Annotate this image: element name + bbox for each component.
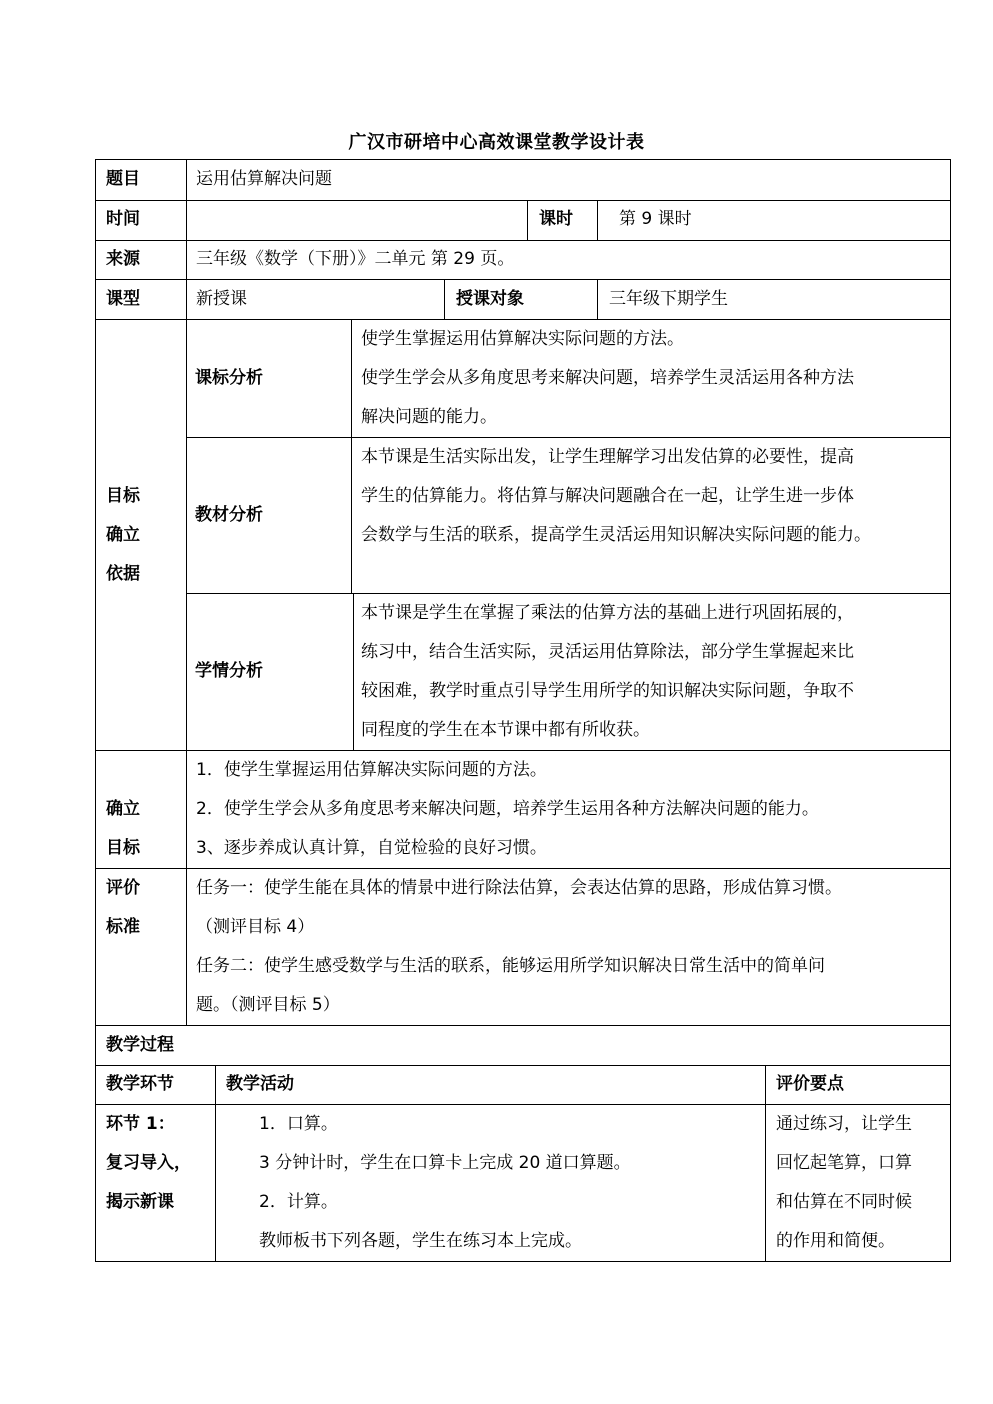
goal-item: 2．使学生学会从多角度思考来解决问题，培养学生运用各种方法解决问题的能力。 <box>196 799 819 819</box>
process-label: 教学过程 <box>106 1035 174 1055</box>
topic-value: 运用估算解决问题 <box>196 169 332 189</box>
document-title: 广汉市研培中心高效课堂教学设计表 <box>348 132 645 153</box>
list-item: 教师板书下列各题，学生在练习本上完成。 <box>259 1231 582 1251</box>
list-item: 2．计算。 <box>259 1192 338 1212</box>
textbook-text: 本节课是生活实际出发，让学生理解学习出发估算的必要性，提高 学生的估算能力。将估算与解决问题融合在一起，让学生进一步体 会数学与生活的联系，提高学生灵活运用知识解决实际问题的能力。 <box>361 447 871 545</box>
lesson-type-value: 新授课 <box>196 289 247 309</box>
topic-label: 题目 <box>106 169 140 189</box>
list-item: 1．口算。 <box>259 1114 338 1134</box>
goal-item: 1．使学生掌握运用估算解决实际问题的方法。 <box>196 760 547 780</box>
list-item: 3 分钟计时，学生在口算卡上完成 20 道口算题。 <box>259 1153 631 1173</box>
curriculum-text: 使学生掌握运用估算解决实际问题的方法。 使学生学会从多角度思考来解决问题，培养学生灵活运用各种方法 解决问题的能力。 <box>361 329 854 427</box>
header-stage: 教学环节 <box>106 1074 174 1094</box>
stage1-label: 环节 1： 复习导入， 揭示新课 <box>106 1114 191 1212</box>
goals-label: 确立 目标 <box>106 799 140 858</box>
evaluation-text: 任务一：使学生能在具体的情景中进行除法估算，会表达估算的思路，形成估算习惯。 （测评目标 4） 任务二：使学生感受数学与生活的联系，能够运用所学知识解决日常生活中的简单问 题。（测评目标 5） <box>196 878 842 1015</box>
students-text: 本节课是学生在掌握了乘法的估算方法的基础上进行巩固拓展的， 练习中，结合生活实际，灵活运用估算除法，部分学生掌握起来比 较困难，教学时重点引导学生用所学的知识解决实际问题，争取不 同程度的学生在本节课中都有所收获。 <box>361 603 854 740</box>
basis-label: 目标 确立 依据 <box>106 486 140 584</box>
stage1-points: 通过练习，让学生 回忆起笔算，口算 和估算在不同时候 的作用和简便。 <box>776 1114 912 1251</box>
students-label: 学情分析 <box>195 661 263 681</box>
goals-list <box>196 751 950 868</box>
source-label: 来源 <box>106 249 140 269</box>
source-value: 三年级《数学（下册）》二单元 第 29 页。 <box>196 249 515 269</box>
evaluation-label: 评价 标准 <box>106 878 140 937</box>
curriculum-label: 课标分析 <box>195 368 263 388</box>
period-label: 课时 <box>539 209 573 229</box>
header-points: 评价要点 <box>776 1074 844 1094</box>
lesson-type-label: 课型 <box>106 289 140 309</box>
audience-value: 三年级下期学生 <box>609 289 728 309</box>
time-label: 时间 <box>106 209 140 229</box>
period-value: 第 9 课时 <box>619 209 692 229</box>
textbook-label: 教材分析 <box>195 505 263 525</box>
goal-item: 3、逐步养成认真计算，自觉检验的良好习惯。 <box>196 838 547 858</box>
header-activity: 教学活动 <box>226 1074 294 1094</box>
stage1-activities <box>259 1105 764 1261</box>
audience-label: 授课对象 <box>456 289 524 309</box>
